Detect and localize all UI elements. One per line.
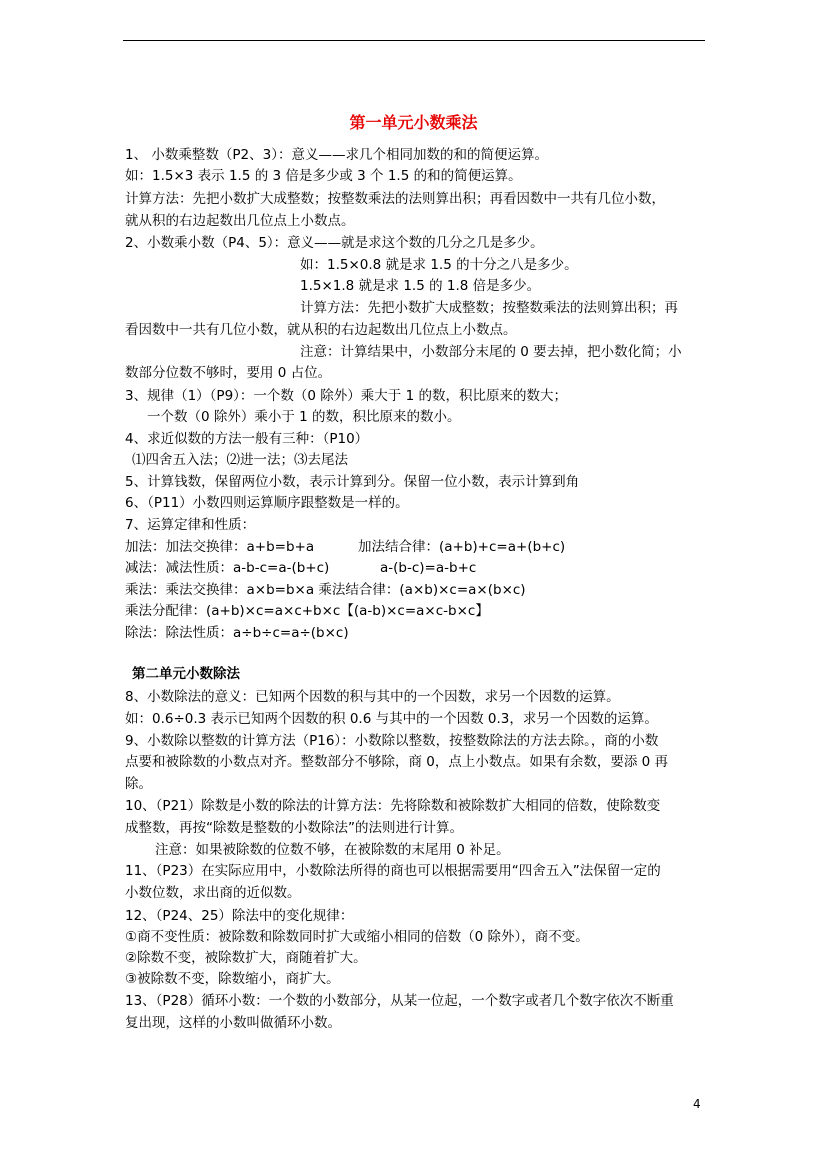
text-line: 4、求近似数的方法一般有三种：（P10） [125,431,369,447]
text-line: 如：0.6÷0.3 表示已知两个因数的积 0.6 与其中的一个因数 0.3，求另一个因数的运算。 [125,711,658,727]
header-rule [123,40,705,41]
text-line: 7、运算定律和性质： [125,517,256,533]
text-line: 1.5×1.8 就是求 1.5 的 1.8 倍是多少。 [300,278,541,294]
text-line: 2、小数乘小数（P4、5）：意义——就是求这个数的几分之几是多少。 [125,235,544,251]
text-line: 乘法：乘法交换律：a×b=b×a 乘法结合律：(a×b)×c=a×(b×c) [125,582,526,598]
text-line: 注意：计算结果中，小数部分末尾的 0 要去掉，把小数化简；小 [300,344,682,360]
text-line: 减法：减法性质：a-b-c=a-(b+c) [125,560,330,576]
text-line: 一个数（0 除外）乘小于 1 的数，积比原来的数小。 [147,409,461,425]
text-line: 加法：加法交换律：a+b=b+a [125,539,315,555]
text-line: ③被除数不变，除数缩小，商扩大。 [125,971,340,987]
text-line: 小数位数，求出商的近似数。 [125,885,301,901]
text-line: ①商不变性质：被除数和除数同时扩大或缩小相同的倍数（0 除外），商不变。 [125,929,589,945]
text-line: 13、（P28）循环小数：一个数的小数部分，从某一位起，一个数字或者几个数字依次不断重 [125,993,674,1009]
text-line: 如：1.5×0.8 就是求 1.5 的十分之八是多少。 [300,257,578,273]
text-line: 12、（P24、25）除法中的变化规律： [125,908,354,924]
text-line: 11、（P23）在实际应用中，小数除法所得的商也可以根据需要用“四舍五入”法保留一定的 [125,863,661,879]
text-line: 就从积的右边起数出几位点上小数点。 [125,213,355,229]
text-line: 注意：如果被除数的位数不够，在被除数的末尾用 0 补足。 [155,842,510,858]
text-line: 8、小数除法的意义：已知两个因数的积与其中的一个因数，求另一个因数的运算。 [125,689,620,705]
text-line: 复出现，这样的小数叫做循环小数。 [125,1015,341,1031]
unit-one-title: 第一单元小数乘法 [349,113,478,132]
text-line: ②除数不变，被除数扩大，商随着扩大。 [125,950,367,966]
text-line: ⑴四舍五入法；⑵进一法；⑶去尾法 [132,452,348,468]
text-line: 9、小数除以整数的计算方法（P16）：小数除以整数，按整数除法的方法去除。，商的小数 [125,733,659,749]
text-line: 加法结合律：(a+b)+c=a+(b+c) [358,539,566,555]
text-line: 点要和被除数的小数点对齐。整数部分不够除，商 0，点上小数点。如果有余数，要添 0 再 [125,754,669,770]
text-line: 10、（P21）除数是小数的除法的计算方法：先将除数和被除数扩大相同的倍数，使除数变 [125,798,661,814]
text-line: 如：1.5×3 表示 1.5 的 3 倍是多少或 3 个 1.5 的和的简便运算。 [125,168,522,184]
text-line: 除。 [125,776,152,792]
text-line: 计算方法：先把小数扩大成整数；按整数乘法的法则算出积；再看因数中一共有几位小数， [125,191,665,207]
text-line: 3、规律（1）（P9）：一个数（0 除外）乘大于 1 的数，积比原来的数大； [125,388,567,404]
text-line: 数部分位数不够时，要用 0 占位。 [125,365,332,381]
text-line: 5、计算钱数，保留两位小数，表示计算到分。保留一位小数，表示计算到角 [125,474,580,490]
unit-two-title: 第二单元小数除法 [132,666,240,682]
page-number: 4 [693,1097,701,1111]
text-line: 乘法分配律：(a+b)×c=a×c+b×c【(a-b)×c=a×c-b×c】 [125,603,489,619]
text-line: 计算方法：先把小数扩大成整数；按整数乘法的法则算出积；再 [300,300,678,316]
text-line: a-(b-c)=a-b+c [380,560,477,576]
text-line: 除法：除法性质：a÷b÷c=a÷(b×c) [125,625,349,641]
text-line: 看因数中一共有几位小数，就从积的右边起数出几位点上小数点。 [125,322,517,338]
text-line: 6、（P11）小数四则运算顺序跟整数是一样的。 [125,495,409,511]
text-line: 1、 小数乘整数（P2、3）：意义——求几个相同加数的和的简便运算。 [125,147,548,163]
text-line: 成整数，再按“除数是整数的小数除法”的法则进行计算。 [125,820,463,836]
